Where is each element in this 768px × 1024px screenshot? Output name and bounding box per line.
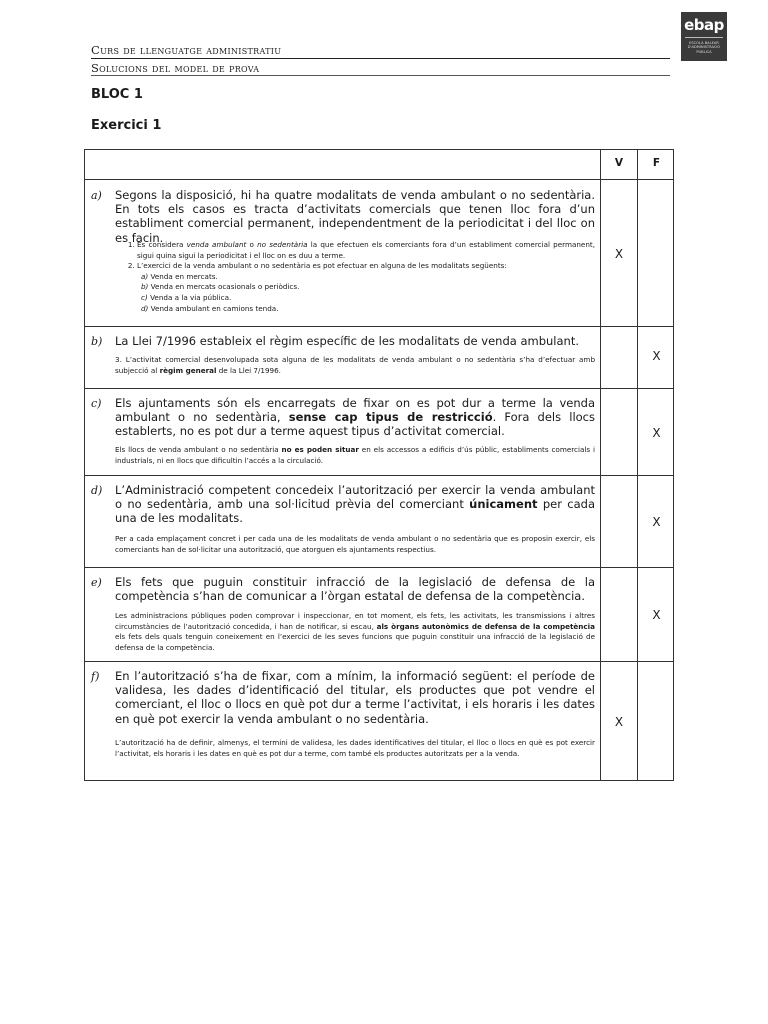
explanation-note: Les administracions públiques poden comprovar i inspeccionar, en tot moment, els fets, les activitats, les transmissions i altres circumstàncies de l’autorització concedida, i han de notificar, si escau, als òrgans autonòmics de defensa de la competència els fets dels quals tenguin coneixement en l’exercici de les seves funcions que puguin constituir una infracció de la legislació de defensa de la competència. [115,611,595,652]
statement-text: Els ajuntaments són els encarregats de fixar on es pot dur a terme la venda ambulant o no sedentària, sense cap tipus de restricció. Fora dels llocs establerts, no es pot dur a terme aquest tipus d’activitat comercial. [115,396,595,439]
false-mark: X [652,426,661,440]
modality-sub-item: b) Venda en mercats ocasionals o periòdics. [141,282,300,292]
row-letter: a) [91,189,102,202]
true-mark: X [614,715,624,729]
statement-text: La Llei 7/1996 estableix el règim específic de les modalitats de venda ambulant. [115,334,579,348]
f-cell [638,476,675,567]
header-rule-secondary [91,75,670,76]
logo-text: ebap [684,16,724,34]
modality-sub-item: d) Venda ambulant en camions tenda. [141,303,279,313]
false-mark: X [652,349,661,363]
row-letter: d) [91,484,103,497]
table-row-e [84,567,674,662]
explanation-note: L’autorització ha de definir, almenys, el termini de validesa, les dades identificatives del titular, el lloc o llocs en què es pot exercir l’activitat, els horaris i les dates en què es pot dur a terme, com també els productes autoritzats per a la venda. [115,738,595,758]
explanation-note: Els llocs de venda ambulant o no sedentària no es poden situar en els accessos a edificis d’ús públic, establiments comercials i industrials, ni en llocs que dificultin l’accés a la circulació. [115,445,596,465]
statement-text: Segons la disposició, hi ha quatre modalitats de venda ambulant o no sedentària. En tots els casos es tracta d’activitats comercials que tenen lloc fora d’un establiment comercial permanent, independentment de la periodicitat i del lloc on es facin. [115,188,595,245]
table-row-c [84,388,674,476]
logo-divider [685,37,723,38]
modality-sub-item: a) Venda en mercats. [141,271,218,281]
true-mark: X [614,247,624,261]
f-cell [638,327,675,388]
row-letter: f) [91,670,100,683]
table-row-b [84,326,674,389]
table-row-a [84,179,674,327]
f-cell [638,662,675,780]
logo-subtitle: ESCOLA BALEAR D'ADMINISTRACIÓ PÚBLICA [687,41,721,54]
ebap-logo [681,12,727,61]
v-cell [601,180,638,326]
false-mark: X [652,608,661,622]
row-letter: c) [91,397,102,410]
f-cell [638,568,675,661]
statement-text: L’Administració competent concedeix l’autorització per exercir la venda ambulant o no sedentària, amb una sol·licitud prèvia del comerciant únicament per cada una de les modalitats. [115,483,595,526]
course-title: Curs de llenguatge administratiu [91,43,282,57]
statement-cell [85,180,601,326]
column-f-label: F [652,157,661,169]
row-letter: b) [91,335,103,348]
document-subtitle: Solucions del model de prova [91,61,260,75]
statement-cell [85,327,601,388]
modality-sub-item: c) Venda a la via pública. [141,292,232,302]
statement-text: En l’autorització s’ha de fixar, com a mínim, la informació següent: el període de validesa, les dades d’identificació del titular, els productes que pot vendre el comerciant, el lloc o llocs en què pot dur a terme l’activitat, i els horaris i les dates en què pot exercir la venda ambulant o no sedentària. [115,669,595,726]
header-empty-cell [85,150,601,179]
v-cell [601,662,638,780]
v-cell [601,476,638,567]
false-mark: X [652,515,661,529]
statement-cell [85,476,601,567]
statement-cell [85,662,601,780]
explanation-note: Per a cada emplaçament concret i per cada una de les modalitats de venda ambulant o no sedentària que es proposin exercir, els comerciants han de sol·licitar una autorització, que atorguen els ajuntaments respectius. [115,534,595,554]
note-item: 2. L’exercici de la venda ambulant o no sedentària es pot efectuar en alguna de les modalitats següents: [137,261,595,272]
f-cell [638,389,675,475]
row-letter: e) [91,576,102,589]
exercise-heading: Exercici 1 [91,118,162,133]
header-v-cell [601,150,638,179]
f-cell [638,180,675,326]
table-header-row [84,149,674,180]
table-row-d [84,475,674,568]
bloc-heading: BLOC 1 [91,87,143,102]
v-cell [601,389,638,475]
note-item: 1. Es considera venda ambulant o no sedentària la que efectuen els comerciants fora d’un establiment comercial permanent, sigui quina sigui la periodicitat i el lloc on es duu a terme. [137,240,595,261]
column-v-label: V [614,157,624,169]
explanation-note: 3. L’activitat comercial desenvolupada sota alguna de les modalitats de venda ambulant o no sedentària s’ha d’efectuar amb subjecció al règim general de la Llei 7/1996. [115,355,595,375]
v-cell [601,327,638,388]
statement-text: Els fets que puguin constituir infracció de la legislació de defensa de la competència s’han de comunicar a l’òrgan estatal de defensa de la competència. [115,575,595,604]
header-rule [91,58,670,59]
statement-cell [85,389,601,475]
explanation-note [115,240,595,314]
table-row-f [84,661,674,781]
v-cell [601,568,638,661]
statement-cell [85,568,601,661]
header-f-cell [638,150,675,179]
